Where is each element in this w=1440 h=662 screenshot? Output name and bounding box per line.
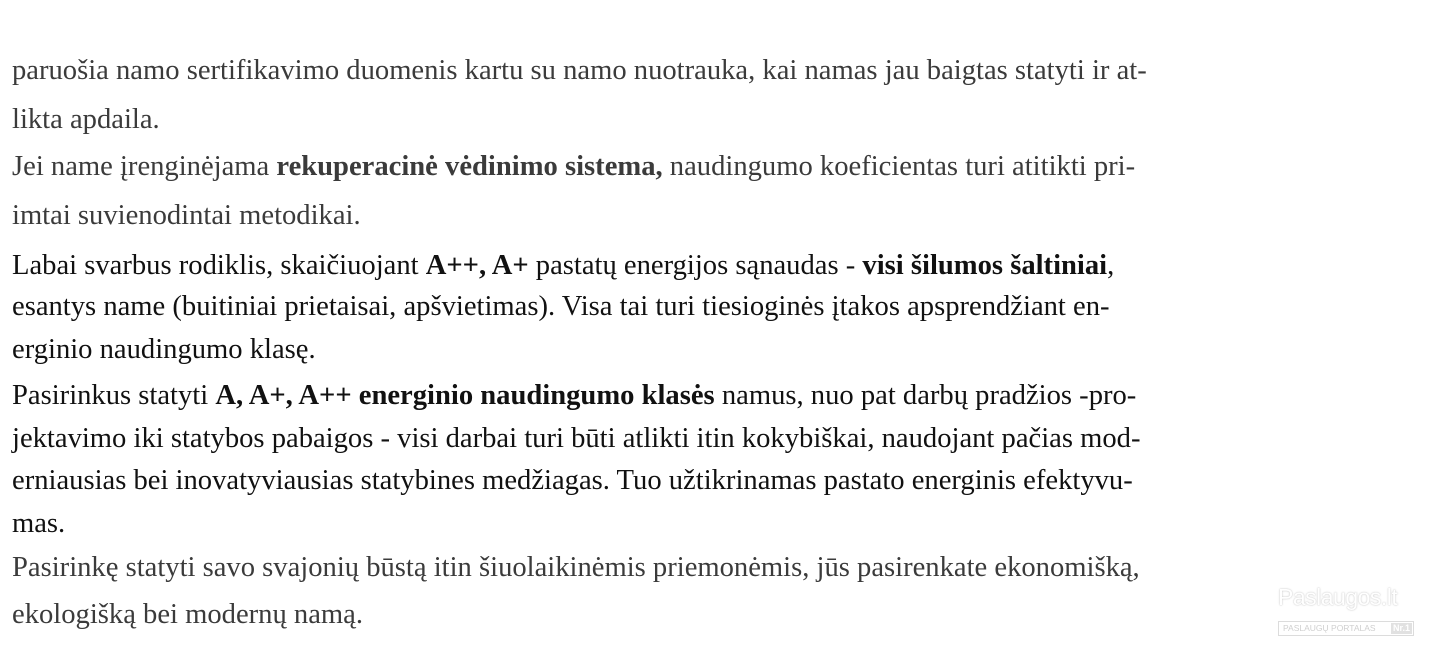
text-run: esantys name (buitiniai prietaisai, apšvietimas). Visa tai turi tiesioginės įtakos apsprendžiant en- xyxy=(12,291,1110,322)
text-run: jektavimo iki statybos pabaigos - visi darbai turi būti atlikti itin kokybiškai, naudojant pačias mod- xyxy=(12,423,1141,454)
text-line xyxy=(12,293,1110,322)
bold-text-run: A++, A+ xyxy=(425,250,529,281)
text-run: Jei name įrenginėjama xyxy=(12,151,277,182)
text-line xyxy=(12,554,1140,583)
text-run: Labai svarbus rodiklis, skaičiuojant xyxy=(12,250,426,281)
text-line xyxy=(12,601,363,630)
text-line xyxy=(12,425,1140,454)
text-line xyxy=(12,57,1147,86)
text-run: namus, nuo pat darbų pradžios -pro- xyxy=(714,380,1137,411)
text-line xyxy=(12,202,361,231)
text-run: pastatų energijos sąnaudas - xyxy=(528,250,863,281)
text-run: Pasirinkę statyti savo svajonių būstą itin šiuolaikinėmis priemonėmis, jūs pasirenkate ekonomišką, xyxy=(12,552,1140,583)
text-line xyxy=(12,510,65,539)
bold-text-run: visi šilumos šaltiniai xyxy=(862,250,1108,281)
text-run: likta apdaila. xyxy=(12,104,160,135)
bold-text-run: rekuperacinė vėdinimo sistema, xyxy=(276,151,663,182)
text-run: mas. xyxy=(12,508,66,539)
watermark-logo-text: Paslaugos.lt xyxy=(1278,584,1398,610)
bold-text-run: A, A+, A++ energinio naudingumo klasės xyxy=(215,380,715,411)
text-run: erginio naudingumo klasę. xyxy=(12,334,316,365)
text-run: Pasirinkus statyti xyxy=(12,380,216,411)
text-line xyxy=(12,153,1135,182)
watermark-badge: Nr.1 xyxy=(1392,623,1410,633)
text-line xyxy=(12,336,316,365)
text-run: paruošia namo sertifikavimo duomenis kartu su namo nuotrauka, kai namas jau baigtas statyti ir at- xyxy=(12,55,1147,86)
text-line xyxy=(12,106,160,135)
text-line xyxy=(12,467,1133,496)
text-run: imtai suvienodintai metodikai. xyxy=(12,200,361,231)
watermark-tagline: PASLAUGŲ PORTALAS xyxy=(1283,623,1376,633)
text-run: erniausias bei inovatyviausias statybines medžiagas. Tuo užtikrinamas pastato energinis efektyvu- xyxy=(12,465,1133,496)
text-run: naudingumo koeficientas turi atitikti pri- xyxy=(662,151,1136,182)
watermark-tagline-box xyxy=(1278,621,1414,636)
text-line xyxy=(12,382,1136,411)
watermark-logo xyxy=(1275,584,1415,640)
text-line xyxy=(12,252,1114,281)
text-run: ekologišką bei modernų namą. xyxy=(12,599,363,630)
text-run: , xyxy=(1107,250,1115,281)
